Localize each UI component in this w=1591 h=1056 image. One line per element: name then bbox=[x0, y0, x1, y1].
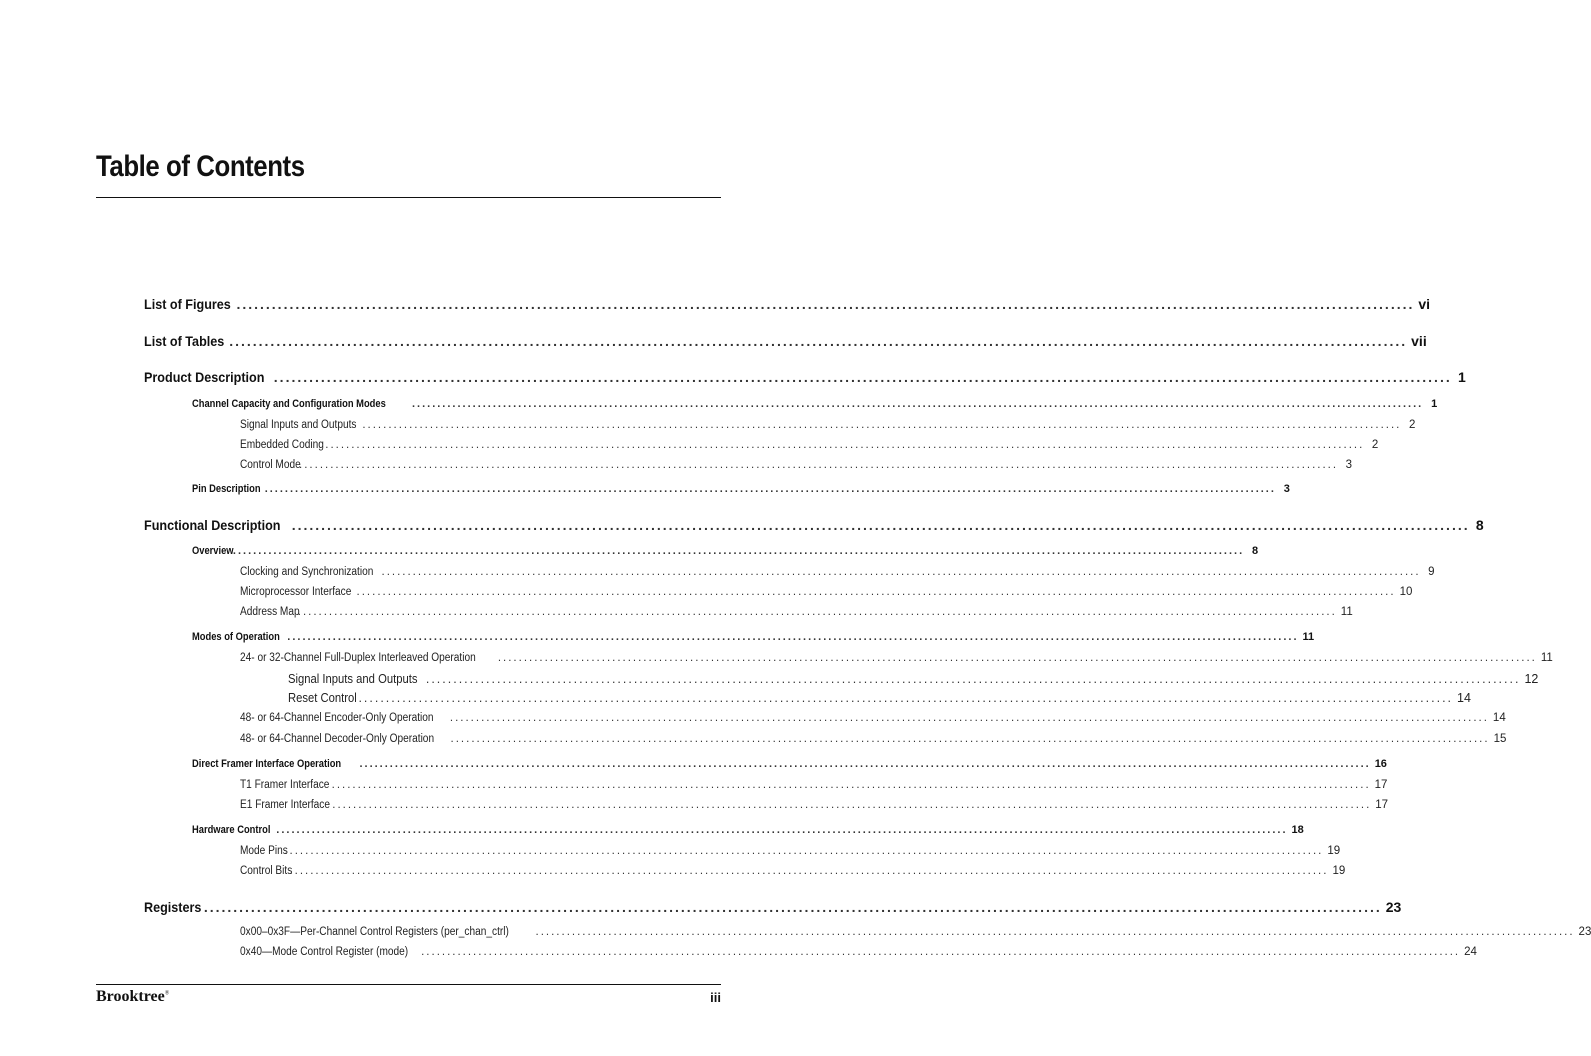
toc-entry-label: 48- or 64-Channel Decoder-Only Operation bbox=[240, 733, 435, 745]
toc-entry-page: 8 bbox=[1252, 545, 1259, 557]
toc-entry-page: 10 bbox=[1399, 586, 1413, 598]
toc-entry-label: Functional Description bbox=[144, 517, 281, 533]
toc-entry-label: Signal Inputs and Outputs bbox=[288, 672, 418, 686]
toc-entry[interactable] bbox=[240, 946, 1477, 958]
toc-entry[interactable] bbox=[240, 926, 1591, 938]
toc-entry-label: Hardware Control bbox=[192, 824, 271, 836]
toc-dot-leader: ........................................................................................................................................................................................................ bbox=[297, 606, 1337, 618]
toc-entry-page: 2 bbox=[1371, 439, 1379, 451]
toc-dot-leader: ........................................................................................................................................................................................................ bbox=[276, 824, 1288, 836]
toc-dot-leader: ........................................................................................................................................................................................................ bbox=[450, 733, 1490, 745]
page-number: iii bbox=[710, 990, 721, 1005]
toc-entry-label: 0x00–0x3F—Per-Channel Control Registers (per_chan_ctrl) bbox=[240, 926, 509, 938]
toc-entry-page: 23 bbox=[1385, 899, 1402, 915]
toc-entry-page: 1 bbox=[1431, 398, 1438, 410]
toc-entry-page: 1 bbox=[1457, 369, 1466, 385]
toc-entry[interactable] bbox=[240, 566, 1435, 578]
toc-entry-page: 11 bbox=[1302, 631, 1315, 643]
toc-dot-leader: ........................................................................................................................................................................................................ bbox=[332, 799, 1372, 811]
toc-entry-label: List of Figures bbox=[144, 296, 231, 312]
toc-entry[interactable] bbox=[288, 672, 1539, 686]
toc-entry[interactable] bbox=[144, 369, 1466, 385]
toc-entry[interactable] bbox=[288, 691, 1471, 705]
toc-entry-page: 9 bbox=[1428, 566, 1435, 578]
toc-dot-leader: ........................................................................................................................................................................................................ bbox=[535, 926, 1575, 938]
brand-logo: Brooktree® bbox=[96, 988, 170, 1005]
toc-entry[interactable] bbox=[240, 439, 1379, 451]
toc-entry-page: 2 bbox=[1408, 419, 1416, 431]
toc-entry-label: Mode Pins bbox=[240, 845, 288, 857]
toc-entry-label: Control Bits bbox=[240, 865, 293, 877]
toc-dot-leader: ........................................................................................................................................................................................................ bbox=[232, 545, 1245, 557]
toc-dot-leader: ........................................................................................................................................................................................................ bbox=[411, 398, 1424, 410]
toc-entry-page: 3 bbox=[1345, 459, 1353, 471]
toc-entry-page: 14 bbox=[1457, 691, 1471, 705]
toc-dot-leader: ........................................................................................................................................................................................................ bbox=[203, 899, 1382, 915]
toc-entry-page: 19 bbox=[1332, 865, 1346, 877]
toc-entry[interactable] bbox=[240, 586, 1413, 598]
toc-entry[interactable] bbox=[144, 899, 1402, 915]
toc-entry[interactable] bbox=[240, 845, 1341, 857]
toc-entry-page: 14 bbox=[1492, 712, 1506, 724]
toc-entry-label: E1 Framer Interface bbox=[240, 799, 330, 811]
toc-entry-page: 15 bbox=[1493, 733, 1507, 745]
toc-dot-leader: ........................................................................................................................................................................................................ bbox=[287, 631, 1299, 643]
toc-entry[interactable] bbox=[240, 779, 1388, 791]
toc-entry-label: 48- or 64-Channel Encoder-Only Operation bbox=[240, 712, 434, 724]
toc-entry[interactable] bbox=[240, 799, 1389, 811]
toc-entry[interactable] bbox=[240, 712, 1506, 724]
toc-dot-leader: ........................................................................................................................................................................................................ bbox=[497, 652, 1537, 664]
toc-entry-page: 11 bbox=[1340, 606, 1353, 618]
toc-dot-leader: ........................................................................................................................................................................................................ bbox=[236, 296, 1415, 312]
toc-entry[interactable] bbox=[144, 296, 1431, 312]
toc-dot-leader: ........................................................................................................................................................................................................ bbox=[291, 517, 1470, 533]
toc-dot-leader: ........................................................................................................................................................................................................ bbox=[356, 586, 1396, 598]
toc-dot-leader: ........................................................................................................................................................................................................ bbox=[449, 712, 1489, 724]
toc-entry-label: Direct Framer Interface Operation bbox=[192, 758, 342, 770]
toc-entry-page: 18 bbox=[1291, 824, 1304, 836]
toc-entry-label: Microprocessor Interface bbox=[240, 586, 352, 598]
toc-entry-label: Modes of Operation bbox=[192, 631, 280, 643]
toc-dot-leader: ........................................................................................................................................................................................................ bbox=[273, 369, 1452, 385]
toc-entry-page: 19 bbox=[1327, 845, 1341, 857]
toc-entry[interactable] bbox=[192, 824, 1304, 836]
toc-entry[interactable] bbox=[192, 483, 1290, 495]
toc-entry[interactable] bbox=[192, 631, 1315, 643]
toc-entry-page: vii bbox=[1411, 333, 1427, 349]
toc-entry-label: Pin Description bbox=[192, 483, 261, 495]
toc-entry-label: 0x40—Mode Control Register (mode) bbox=[240, 946, 409, 958]
toc-entry-label: 24- or 32-Channel Full-Duplex Interleaved Operation bbox=[240, 652, 476, 664]
toc-dot-leader: ........................................................................................................................................................................................................ bbox=[381, 566, 1421, 578]
toc-entry-label: Reset Control bbox=[288, 691, 357, 705]
toc-entry-page: 16 bbox=[1374, 758, 1387, 770]
toc-entry[interactable] bbox=[144, 333, 1427, 349]
toc-entry-label: Product Description bbox=[144, 369, 265, 385]
toc-entry-label: Address Map bbox=[240, 606, 300, 618]
toc-dot-leader: ........................................................................................................................................................................................................ bbox=[331, 779, 1371, 791]
footer-divider bbox=[96, 984, 721, 985]
toc-entry[interactable] bbox=[192, 398, 1438, 410]
page-title: Table of Contents bbox=[96, 150, 305, 183]
toc-entry-page: 8 bbox=[1475, 517, 1484, 533]
toc-entry-page: 11 bbox=[1540, 652, 1553, 664]
toc-entry[interactable] bbox=[240, 606, 1353, 618]
toc-entry-page: 3 bbox=[1283, 483, 1290, 495]
toc-entry-page: 12 bbox=[1524, 672, 1539, 686]
toc-entry[interactable] bbox=[240, 459, 1353, 471]
toc-entry[interactable] bbox=[240, 865, 1346, 877]
toc-dot-leader: ........................................................................................................................................................................................................ bbox=[425, 672, 1521, 686]
toc-entry[interactable] bbox=[192, 758, 1387, 770]
toc-dot-leader: ........................................................................................................................................................................................................ bbox=[358, 691, 1454, 705]
toc-dot-leader: ........................................................................................................................................................................................................ bbox=[362, 419, 1402, 431]
toc-dot-leader: ........................................................................................................................................................................................................ bbox=[359, 758, 1371, 770]
toc-dot-leader: ........................................................................................................................................................................................................ bbox=[421, 946, 1461, 958]
toc-entry-label: List of Tables bbox=[144, 333, 225, 349]
toc-dot-leader: ........................................................................................................................................................................................................ bbox=[284, 845, 1324, 857]
toc-entry-label: Clocking and Synchronization bbox=[240, 566, 374, 578]
toc-entry-page: 17 bbox=[1375, 799, 1389, 811]
toc-entry[interactable] bbox=[240, 419, 1416, 431]
toc-dot-leader: ........................................................................................................................................................................................................ bbox=[289, 865, 1329, 877]
toc-dot-leader: ........................................................................................................................................................................................................ bbox=[229, 333, 1408, 349]
toc-entry-label: Embedded Coding bbox=[240, 439, 324, 451]
toc-entry-label: Registers bbox=[144, 899, 202, 915]
toc-dot-leader: ........................................................................................................................................................................................................ bbox=[299, 459, 1339, 471]
toc-entry-label: Signal Inputs and Outputs bbox=[240, 419, 357, 431]
toc-entry[interactable] bbox=[240, 652, 1553, 664]
toc-entry-page: 24 bbox=[1464, 946, 1477, 958]
toc-dot-leader: ........................................................................................................................................................................................................ bbox=[325, 439, 1365, 451]
toc-entry-label: Channel Capacity and Configuration Modes bbox=[192, 398, 386, 410]
toc-entry-label: Control Mode bbox=[240, 459, 301, 471]
toc-entry-page: vi bbox=[1418, 296, 1431, 312]
toc-entry[interactable] bbox=[192, 545, 1259, 557]
title-divider bbox=[96, 197, 721, 198]
toc-dot-leader: ........................................................................................................................................................................................................ bbox=[264, 483, 1276, 495]
toc-entry-page: 17 bbox=[1374, 779, 1388, 791]
toc-entry[interactable] bbox=[144, 517, 1484, 533]
toc-entry-label: Overview bbox=[192, 545, 234, 557]
toc-entry-page: 23 bbox=[1578, 926, 1591, 938]
toc-entry-label: T1 Framer Interface bbox=[240, 779, 330, 791]
toc-entry[interactable] bbox=[240, 733, 1507, 745]
